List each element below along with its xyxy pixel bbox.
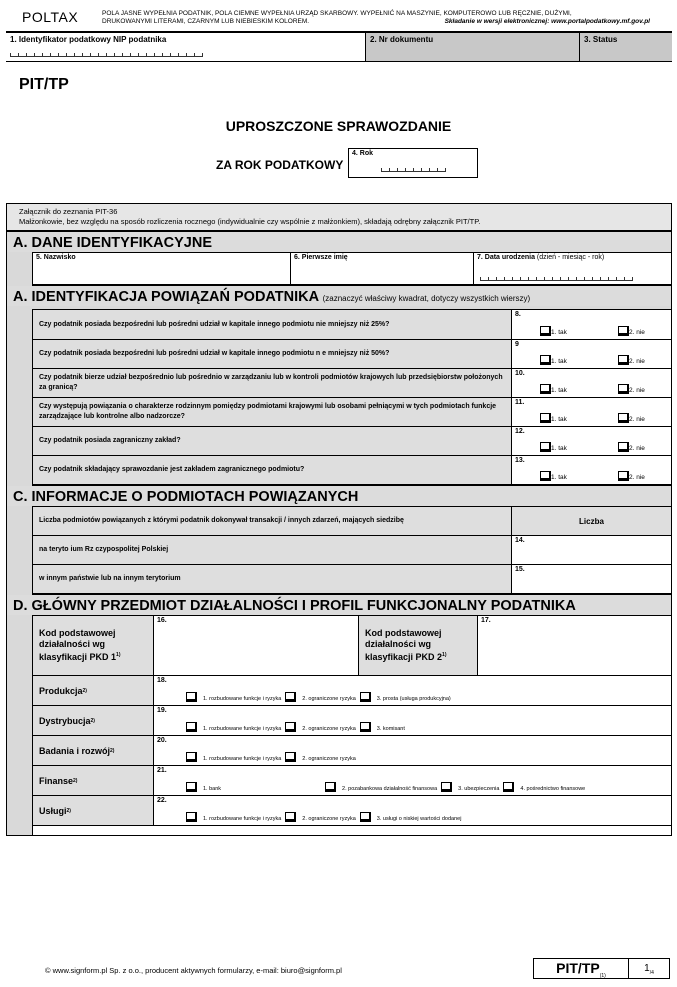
field-number: 14. xyxy=(515,537,525,544)
profile-label: Dystrybucja 2) xyxy=(33,706,154,735)
profile-option[interactable]: 4. pośrednictwo finansowe xyxy=(503,782,585,792)
section-d-bottom xyxy=(33,825,671,835)
attachment-intro xyxy=(7,204,671,232)
field-number: 12. xyxy=(515,428,525,435)
profile-label: Finanse 2) xyxy=(33,766,154,795)
checkbox-icon[interactable] xyxy=(618,413,629,423)
answer-cell xyxy=(511,310,671,339)
profile-option[interactable]: 3. ubezpieczenia xyxy=(441,782,499,792)
section-b-subtitle: (zaznaczyć właściwy kwadrat, dotyczy wszystkich wierszy) xyxy=(322,294,531,303)
answer-cell xyxy=(511,427,671,455)
profile-label: Produkcja 2) xyxy=(33,676,154,705)
profile-option[interactable]: 1. rozbudowane funkcje i ryzyka xyxy=(186,752,281,762)
pkd1-label: Kod podstawowej działalności wg klasyfikacji PKD 1$^{1)}$ xyxy=(33,616,154,675)
option-no[interactable]: 2. nie xyxy=(618,471,645,481)
profile-option[interactable]: 1. rozbudowane funkcje i ryzyka xyxy=(186,722,281,732)
first-name-field[interactable] xyxy=(291,253,474,284)
profile-option[interactable]: 3. komisant xyxy=(360,722,405,732)
birth-date-hint: (dzień - miesiąc - rok) xyxy=(536,254,605,261)
checkbox-icon[interactable] xyxy=(618,471,629,481)
checkbox-icon[interactable] xyxy=(186,722,197,732)
profile-label: Usługi 2) xyxy=(33,796,154,825)
option-no[interactable]: 2. nie xyxy=(618,326,645,336)
checkbox-icon[interactable] xyxy=(540,471,551,481)
checkbox-icon[interactable] xyxy=(186,782,197,792)
year-field[interactable] xyxy=(348,148,478,178)
profile-option[interactable]: 2. ograniczone ryzyka xyxy=(285,722,356,732)
footer-form-code: PIT/$TP_{(1)}$ xyxy=(534,959,629,978)
option-yes[interactable]: 1. tak xyxy=(540,326,567,336)
profile-options-cell xyxy=(154,736,671,765)
tax-year-label: ZA ROK PODATKOWY xyxy=(216,158,344,172)
instructions-line-1: POLA JASNE WYPEŁNIA PODATNIK, POLA CIEMNE WYPEŁNIA URZĄD SKARBOWY. WYPEŁNIĆ NA MASZYNIE, KOMPUTEROWO LUB RĘCZNIE, DUŻYMI, xyxy=(102,10,572,17)
option-yes[interactable]: 1. tak xyxy=(540,442,567,452)
answer-cell xyxy=(511,456,671,484)
checkbox-icon[interactable] xyxy=(503,782,514,792)
profile-option[interactable]: 2. ograniczone ryzyka xyxy=(285,812,356,822)
checkbox-icon[interactable] xyxy=(540,384,551,394)
option-no[interactable]: 2. nie xyxy=(618,413,645,423)
section-b-title: A. IDENTYFIKACJA POWIĄZAŃ PODATNIKA xyxy=(13,289,319,305)
pkd2-field[interactable] xyxy=(478,616,671,675)
functional-profile-row xyxy=(33,795,671,825)
section-a-fields xyxy=(32,252,671,286)
question-row xyxy=(33,339,671,368)
option-yes[interactable]: 1. tak xyxy=(540,471,567,481)
profile-options-cell xyxy=(154,706,671,735)
profile-option[interactable]: 3. usługi o niskiej wartości dodanej xyxy=(360,812,462,822)
form-body xyxy=(6,203,672,836)
year-digit-ticks xyxy=(381,168,446,172)
field-number: 15. xyxy=(515,566,525,573)
functional-profile-row xyxy=(33,735,671,765)
related-entities-abroad-row xyxy=(33,564,671,593)
field-number: 18. xyxy=(157,677,167,684)
option-no[interactable]: 2. nie xyxy=(618,355,645,365)
document-number-label: 2. Nr dokumentu xyxy=(370,35,434,44)
section-d-table xyxy=(32,615,671,835)
checkbox-icon[interactable] xyxy=(285,722,296,732)
field-number: 20. xyxy=(157,737,167,744)
related-entities-poland-field[interactable] xyxy=(511,536,671,564)
question-text: Czy podatnik składający sprawozdanie jest zakładem zagranicznego podmiotu? xyxy=(33,456,511,484)
question-text: Czy podatnik posiada bezpośredni lub pośredni udział w kapitale innego podmiotu n e mniejszy niż 50%? xyxy=(33,340,511,368)
related-entities-abroad-label: w innym państwie lub na innym terytorium xyxy=(33,565,511,593)
intro-line-1: Załącznik do zeznania PIT-36 xyxy=(19,207,118,216)
page-number: $1_{/4}$ xyxy=(644,963,654,976)
electronic-filing-note: Składanie w wersji elektronicznej: www.portalpodatkowy.mf.gov.pl xyxy=(444,18,650,25)
footer-page-box xyxy=(533,958,670,979)
profile-option[interactable]: 1. rozbudowane funkcje i ryzyka xyxy=(186,812,281,822)
checkbox-icon[interactable] xyxy=(618,442,629,452)
profile-option[interactable]: 2. ograniczone ryzyka xyxy=(285,692,356,702)
checkbox-icon[interactable] xyxy=(325,782,336,792)
answer-cell xyxy=(511,369,671,397)
field-number: 17. xyxy=(481,617,491,624)
field-number: 22. xyxy=(157,797,167,804)
question-text: Czy podatnik posiada bezpośredni lub pośredni udział w kapitale innego podmiotu nie mniejszy niż 25%? xyxy=(33,310,511,339)
checkbox-icon[interactable] xyxy=(540,442,551,452)
question-row xyxy=(33,455,671,484)
answer-cell xyxy=(511,340,671,368)
section-c-table xyxy=(32,506,671,595)
section-c-header-row xyxy=(33,506,671,535)
profile-option[interactable]: 1. bank xyxy=(186,782,221,792)
section-d-heading: D. GŁÓWNY PRZEDMIOT DZIAŁALNOŚCI I PROFIL FUNKCJONALNY PODATNIKA xyxy=(7,595,671,615)
section-a-heading: A. DANE IDENTYFIKACYJNE xyxy=(7,232,671,252)
field-number: 11. xyxy=(515,399,525,406)
checkbox-icon[interactable] xyxy=(360,692,371,702)
field-number: 10. xyxy=(515,370,525,377)
checkbox-icon[interactable] xyxy=(540,413,551,423)
section-b-questions xyxy=(32,309,671,486)
question-row xyxy=(33,310,671,339)
first-name-label: 6. Pierwsze imię xyxy=(294,254,348,261)
functional-profile-row xyxy=(33,705,671,735)
checkbox-icon[interactable] xyxy=(540,326,551,336)
question-text: Czy podatnik bierze udział bezpośrednio lub pośrednio w zarządzaniu lub w kontroli podmiotów krajowych lub przedsiębiorstw położonych za granicą? xyxy=(33,369,511,397)
form-title: UPROSZCZONE SPRAWOZDANIE xyxy=(225,118,452,134)
profile-option[interactable]: 3. prosta (usługa produkcyjna) xyxy=(360,692,451,702)
checkbox-icon[interactable] xyxy=(618,355,629,365)
field-number: 19. xyxy=(157,707,167,714)
answer-cell xyxy=(511,398,671,426)
checkbox-icon[interactable] xyxy=(186,692,197,702)
profile-label: Badania i rozwój 2) xyxy=(33,736,154,765)
profile-option[interactable]: 2. pozabankowa działalność finansowa xyxy=(325,782,437,792)
checkbox-icon[interactable] xyxy=(285,812,296,822)
year-field-label: 4. Rok xyxy=(352,150,374,157)
field-number: 8. xyxy=(515,311,521,318)
nip-field[interactable] xyxy=(6,33,366,61)
profile-options-cell xyxy=(154,796,671,825)
checkbox-icon[interactable] xyxy=(618,326,629,336)
checkbox-icon[interactable] xyxy=(285,752,296,762)
nip-digit-ticks xyxy=(10,53,203,57)
checkbox-icon[interactable] xyxy=(618,384,629,394)
fill-instructions xyxy=(102,10,662,26)
birth-date-ticks xyxy=(480,277,633,281)
field-number: 21. xyxy=(157,767,167,774)
section-c-header-text: Liczba podmiotów powiązanych z którymi podatnik dokonywał transakcji / innych zdarzeń, mających siedzibę xyxy=(33,507,511,535)
surname-label: 5. Nazwisko xyxy=(36,254,76,261)
nip-field-label: 1. Identyfikator podatkowy NIP podatnika xyxy=(10,35,167,44)
brand-logo: POLTAX xyxy=(22,9,79,25)
pkd1-field[interactable] xyxy=(154,616,359,675)
intro-line-2: Małżonkowie, bez względu na sposób rozliczenia rocznego (indywidualnie czy wspólnie z małżonkiem), składają odrębny załącznik PIT/TP. xyxy=(19,217,481,226)
option-yes[interactable]: 1. tak xyxy=(540,413,567,423)
question-row xyxy=(33,397,671,426)
related-entities-poland-label: na teryto ium Rz czypospolitej Polskiej xyxy=(33,536,511,564)
profile-options-cell xyxy=(154,766,671,795)
checkbox-icon[interactable] xyxy=(441,782,452,792)
option-yes[interactable]: 1. tak xyxy=(540,384,567,394)
checkbox-icon[interactable] xyxy=(540,355,551,365)
form-code: PIT/TP xyxy=(19,76,69,93)
question-row xyxy=(33,426,671,455)
profile-option[interactable]: 1. rozbudowane funkcje i ryzyka xyxy=(186,692,281,702)
pkd-codes-row xyxy=(33,615,671,675)
option-no[interactable]: 2. nie xyxy=(618,384,645,394)
related-entities-abroad-field[interactable] xyxy=(511,565,671,593)
option-no[interactable]: 2. nie xyxy=(618,442,645,452)
question-row xyxy=(33,368,671,397)
checkbox-icon[interactable] xyxy=(186,752,197,762)
profile-option[interactable]: 2. ograniczone ryzyka xyxy=(285,752,356,762)
checkbox-icon[interactable] xyxy=(285,692,296,702)
section-c-heading: C. INFORMACJE O PODMIOTACH POWIĄZANYCH xyxy=(7,486,671,506)
status-field xyxy=(580,33,672,61)
birth-date-field[interactable] xyxy=(474,253,671,284)
birth-date-label: 7. Data urodzenia xyxy=(477,254,535,261)
functional-profile-row xyxy=(33,675,671,705)
field-number: 13. xyxy=(515,457,525,464)
option-yes[interactable]: 1. tak xyxy=(540,355,567,365)
top-identifier-bar xyxy=(6,31,672,62)
functional-profile-row xyxy=(33,765,671,795)
checkbox-icon[interactable] xyxy=(360,812,371,822)
field-number: 16. xyxy=(157,617,167,624)
document-number-field xyxy=(366,33,580,61)
surname-field[interactable] xyxy=(33,253,291,284)
section-c-header-count: Liczba xyxy=(511,507,671,535)
field-number: 9 xyxy=(515,341,519,348)
section-b-heading xyxy=(7,286,671,306)
related-entities-poland-row xyxy=(33,535,671,564)
instructions-line-2: DRUKOWANYMI LITERAMI, CZARNYM LUB NIEBIESKIM KOLOREM. xyxy=(102,18,310,25)
profile-options-cell xyxy=(154,676,671,705)
checkbox-icon[interactable] xyxy=(186,812,197,822)
question-text: Czy występują powiązania o charakterze rodzinnym pomiędzy podmiotami krajowymi lub osobami pełniącymi w tych podmiotach funkcje zarządzające lub kontrolne albo nadzorcze? xyxy=(33,398,511,426)
copyright-footer: © www.signform.pl Sp. z o.o., producent aktywnych formularzy, e-mail: biuro@signform.pl xyxy=(45,966,342,975)
question-text: Czy podatnik posiada zagraniczny zakład? xyxy=(33,427,511,455)
checkbox-icon[interactable] xyxy=(360,722,371,732)
status-label: 3. Status xyxy=(584,35,618,44)
pkd2-label: Kod podstawowej działalności wg klasyfikacji PKD 2$^{1)}$ xyxy=(359,616,478,675)
